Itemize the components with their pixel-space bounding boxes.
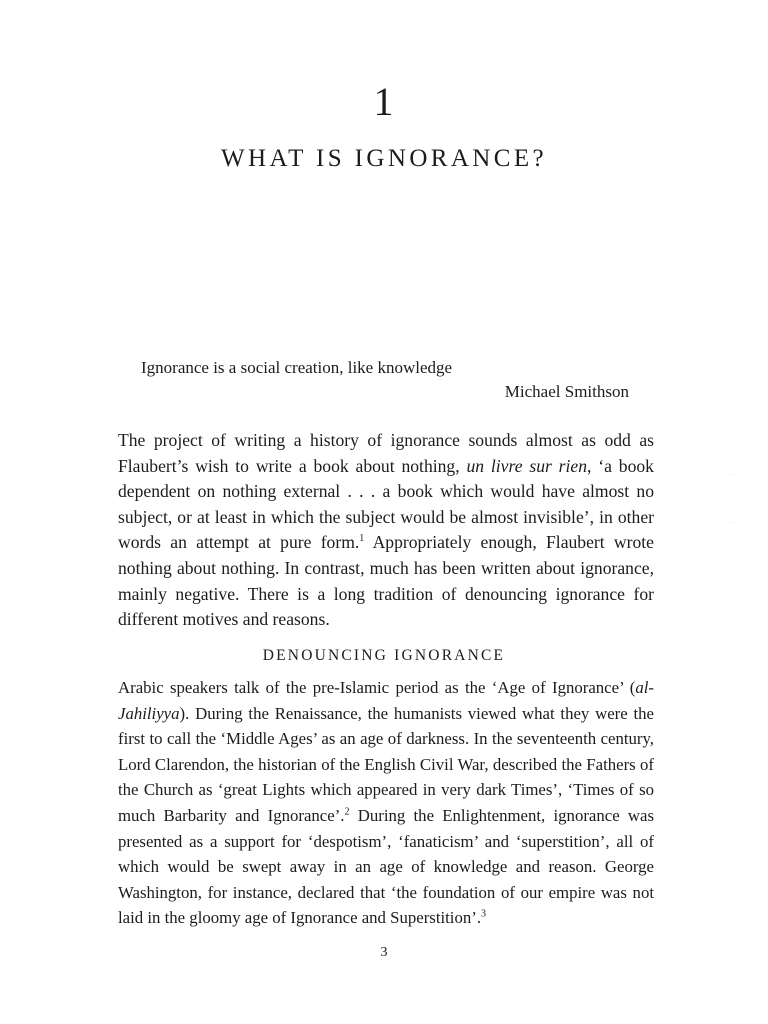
page-number: 3 — [380, 945, 388, 960]
paragraph-2-italic: al-Jahiliyya — [118, 678, 654, 723]
epigraph-quote: Ignorance is a social creation, like knowledge — [141, 358, 453, 377]
paragraph-1-text-c: Appropriately enough, Flaubert wrote nothing about nothing. In contrast, much has been written about ignorance, mainly negative. There is a long tradition of denouncing ignorance for different motives and reasons. — [118, 532, 654, 630]
footnote-marker-1[interactable]: 1 — [359, 533, 365, 545]
epigraph — [141, 356, 631, 404]
margin-mark-top: · · · — [725, 472, 735, 479]
footnote-marker-3[interactable]: 3 — [481, 908, 487, 920]
paragraph-2-text-c: During the Enlightenment, ignorance was presented as a support for ‘despotism’, ‘fanaticism’ and ‘superstition’, all of which would be swept away in an age of knowledge and reason. George Washington, for instance, declared that ‘the foundation of our empire was not laid in the gloomy age of Ignorance and Superstition’. — [118, 805, 654, 928]
paragraph-1-italic: un livre sur rien — [466, 455, 588, 476]
paragraph-2-text-b: ). During the Renaissance, the humanists viewed what they were the first to call the ‘Middle Ages’ as an age of darkness. In the seventeenth century, Lord Clarendon, the historian of the English Civil War, described the Fathers of the Church as ‘great Lights which appeared in very dark Times’, ‘Times of so much Barbarity and Ignorance’. — [118, 703, 654, 825]
paragraph-1-text-a: The project of writing a history of ignorance sounds almost as odd as Flaubert’s wish to write a book about nothing, — [118, 430, 654, 476]
chapter-title: WHAT IS IGNORANCE? — [221, 145, 547, 172]
footnote-marker-2[interactable]: 2 — [344, 806, 350, 818]
chapter-number: 1 — [373, 79, 395, 124]
epigraph-author: Michael Smithson — [504, 382, 629, 401]
paragraph-1-text-b: , ‘a book dependent on nothing external . . . a book which would have almost no subject, or at least in which the subject would be almost invisible’, in other words an attempt at pure form. — [118, 455, 654, 553]
margin-mark-bottom: · · · — [725, 520, 735, 527]
paragraph-2 — [118, 675, 654, 931]
paragraph-1 — [118, 428, 654, 633]
section-heading: DENOUNCING IGNORANCE — [262, 647, 506, 664]
paragraph-2-text-a: Arabic speakers talk of the pre-Islamic period as the ‘Age of Ignorance’ ( — [118, 678, 636, 697]
